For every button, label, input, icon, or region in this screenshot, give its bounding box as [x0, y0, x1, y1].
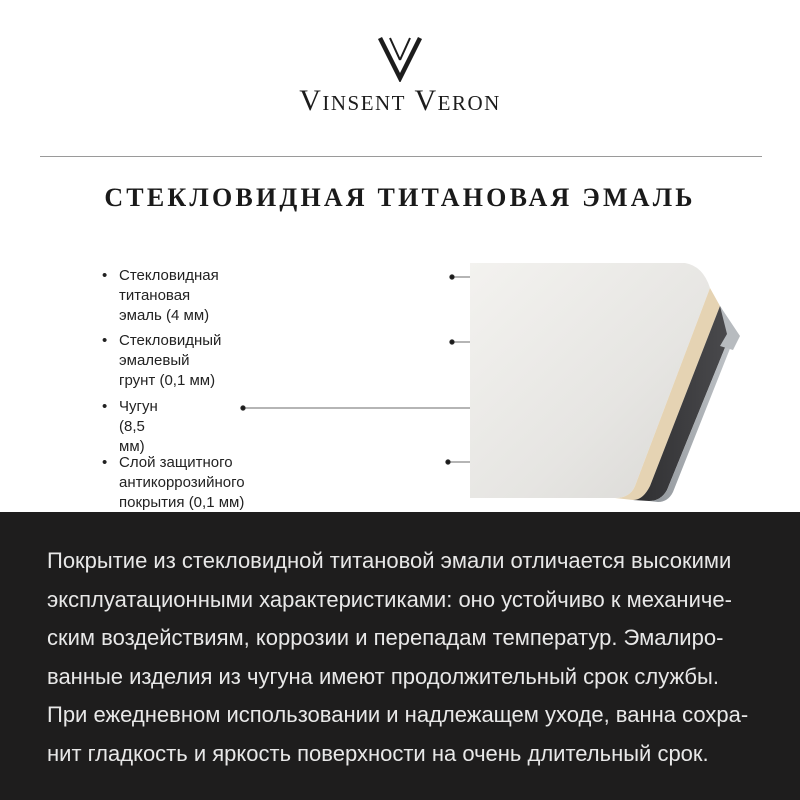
layer-item-cast-iron — [102, 397, 158, 457]
description-line: При ежедневном использовании и надлежащем уходе, ванна сохра- — [47, 702, 749, 727]
description-line: Покрытие из стекловидной титановой эмали отличается высокими — [47, 548, 732, 573]
leader-dot — [450, 340, 455, 345]
brand-name: Vinsent Veron — [299, 84, 501, 117]
description-line: ским воздействиям, коррозии и перепадам температур. Эмалиро- — [47, 625, 724, 650]
layer-item-enamel — [102, 266, 219, 326]
layer-label: Чугун (8,5 мм) — [119, 398, 158, 455]
bullet: • — [102, 267, 108, 284]
description-panel — [0, 512, 800, 800]
layer-label: покрытия (0,1 мм) — [119, 494, 245, 511]
enamel-cross-section-diagram — [465, 258, 765, 518]
description-line: ванные изделия из чугуна имеют продолжительный срок службы. — [47, 663, 719, 689]
leader-dot — [450, 275, 455, 280]
header-divider — [40, 156, 762, 157]
leader-dot — [446, 460, 451, 465]
leader-dot — [241, 406, 246, 411]
bullet: • — [102, 332, 108, 349]
bullet: • — [102, 454, 108, 471]
bullet: • — [102, 398, 108, 415]
layer-item-coating — [102, 453, 245, 513]
description-text — [47, 542, 767, 773]
layer-label: Слой защитного антикоррозийного — [119, 454, 245, 491]
brand-logo-icon — [376, 34, 424, 82]
layer-label: Стекловидная титановая эмаль (4 мм) — [119, 267, 219, 324]
description-line: эксплуатационными характеристиками: оно устойчиво к механиче- — [47, 586, 732, 612]
layer-label: Стекловидный эмалевый грунт (0,1 мм) — [119, 332, 222, 389]
description-line: нит гладкость и яркость поверхности на очень длительный срок. — [47, 740, 709, 766]
layer-item-primer — [102, 331, 221, 391]
page-title: СТЕКЛОВИДНАЯ ТИТАНОВАЯ ЭМАЛЬ — [104, 183, 696, 212]
